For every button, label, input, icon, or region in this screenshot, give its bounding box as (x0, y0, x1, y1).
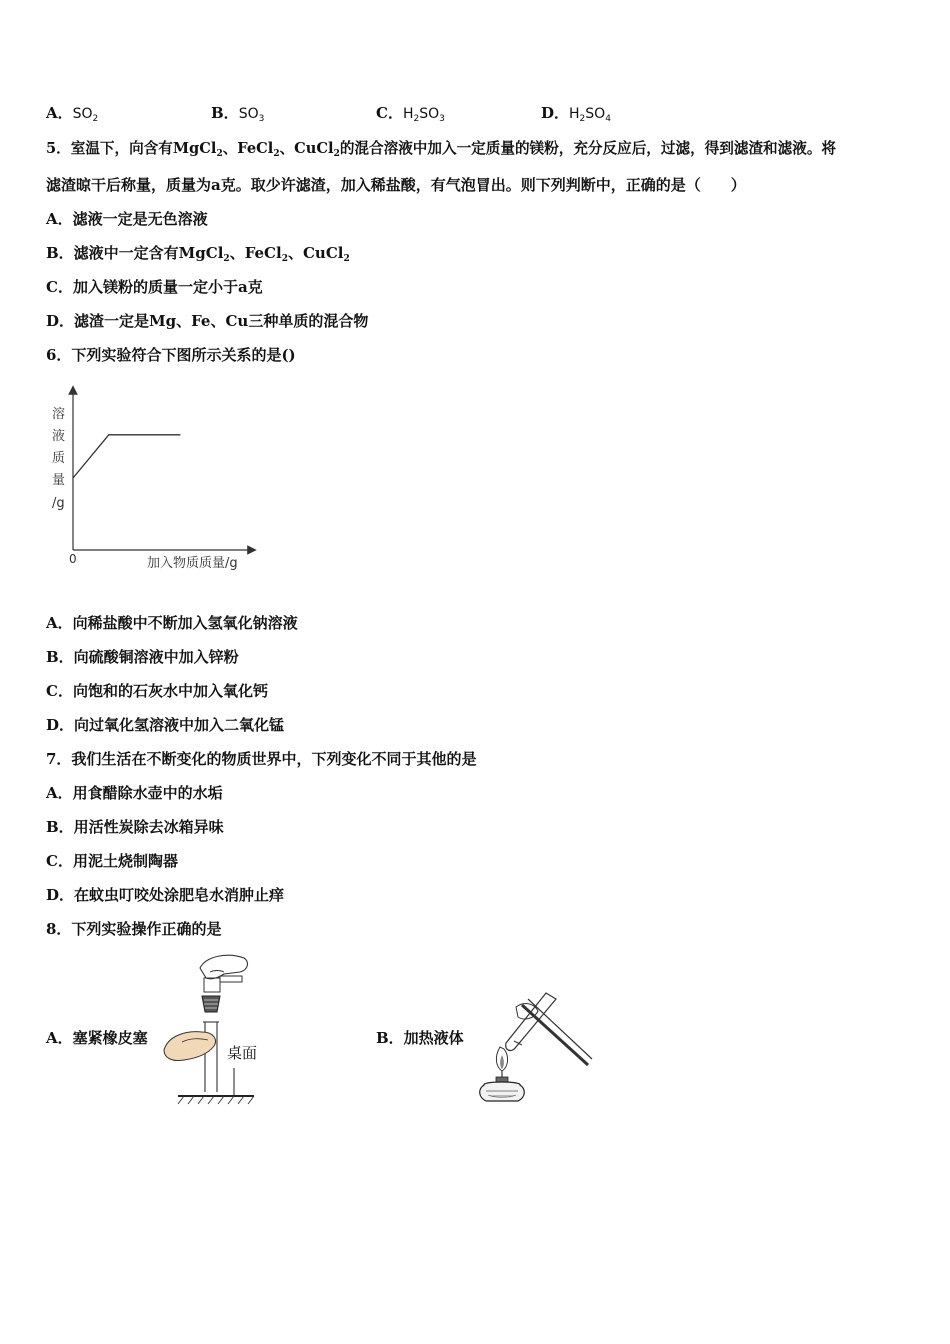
y-axis-label-char: 溶 (52, 407, 66, 422)
q6-chart (44, 380, 274, 575)
q6-option-a[interactable]: A．向稀盐酸中不断加入氢氧化钠溶液 (46, 614, 298, 632)
q4-option-c[interactable]: C．$H_2SO_3$ (376, 104, 445, 124)
series-line (73, 435, 180, 478)
q6-stem: 6．下列实验符合下图所示关系的是() (46, 346, 296, 364)
q7-option-a[interactable]: A．用食醋除水壶中的水垢 (46, 784, 223, 802)
q8-option-b[interactable]: B．加热液体 (376, 1029, 464, 1047)
y-axis-label-char: 量 (52, 473, 66, 488)
heating-illustration (472, 985, 597, 1107)
q7-stem: 7．我们生活在不断变化的物质世界中，下列变化不同于其他的是 (46, 750, 477, 768)
q5-stem-line2: 滤渣晾干后称量，质量为a克。取少许滤渣，加入稀盐酸，有气泡冒出。则下列判断中，正确的是（ ） (46, 176, 746, 194)
y-axis-unit: /g (52, 496, 65, 511)
q5-option-c[interactable]: C．加入镁粉的质量一定小于a克 (46, 278, 263, 296)
stopper-illustration (158, 950, 268, 1110)
q8-stem: 8．下列实验操作正确的是 (46, 920, 222, 938)
q5-option-a[interactable]: A．滤液一定是无色溶液 (46, 210, 208, 228)
q7-option-d[interactable]: D．在蚊虫叮咬处涂肥皂水消肿止痒 (46, 886, 285, 904)
q5-stem-line1: 5．室温下，向含有MgCl$_2$、FeCl$_2$、CuCl$_2$的混合溶液中加入一定质量的镁粉，充分反应后，过滤，得到滤渣和滤液。将 (46, 140, 837, 159)
q7-option-b[interactable]: B．用活性炭除去冰箱异味 (46, 818, 224, 836)
y-axis-label-char: 质 (52, 451, 66, 466)
q4-option-b[interactable]: B．$SO_3$ (211, 104, 265, 124)
q6-option-d[interactable]: D．向过氧化氢溶液中加入二氧化锰 (46, 716, 285, 734)
q6-option-b[interactable]: B．向硫酸铜溶液中加入锌粉 (46, 648, 239, 666)
origin-label: 0 (69, 552, 77, 566)
x-axis-label: 加入物质质量/g (147, 556, 238, 571)
q8-option-a[interactable]: A．塞紧橡皮塞 (46, 1029, 148, 1047)
q4-option-a[interactable]: A．$SO_2$ (46, 104, 99, 124)
y-axis-label-char: 液 (52, 429, 66, 444)
q4-option-d[interactable]: D．$H_2SO_4$ (541, 104, 611, 124)
q5-option-b[interactable]: B．滤液中一定含有MgCl$_2$、FeCl$_2$、CuCl$_2$ (46, 244, 350, 264)
q6-option-c[interactable]: C．向饱和的石灰水中加入氧化钙 (46, 682, 268, 700)
q5-option-d[interactable]: D．滤渣一定是Mg、Fe、Cu三种单质的混合物 (46, 312, 369, 330)
q7-option-c[interactable]: C．用泥土烧制陶器 (46, 852, 178, 870)
table-label: 桌面 (227, 1044, 258, 1062)
y-axis-label (52, 406, 65, 488)
